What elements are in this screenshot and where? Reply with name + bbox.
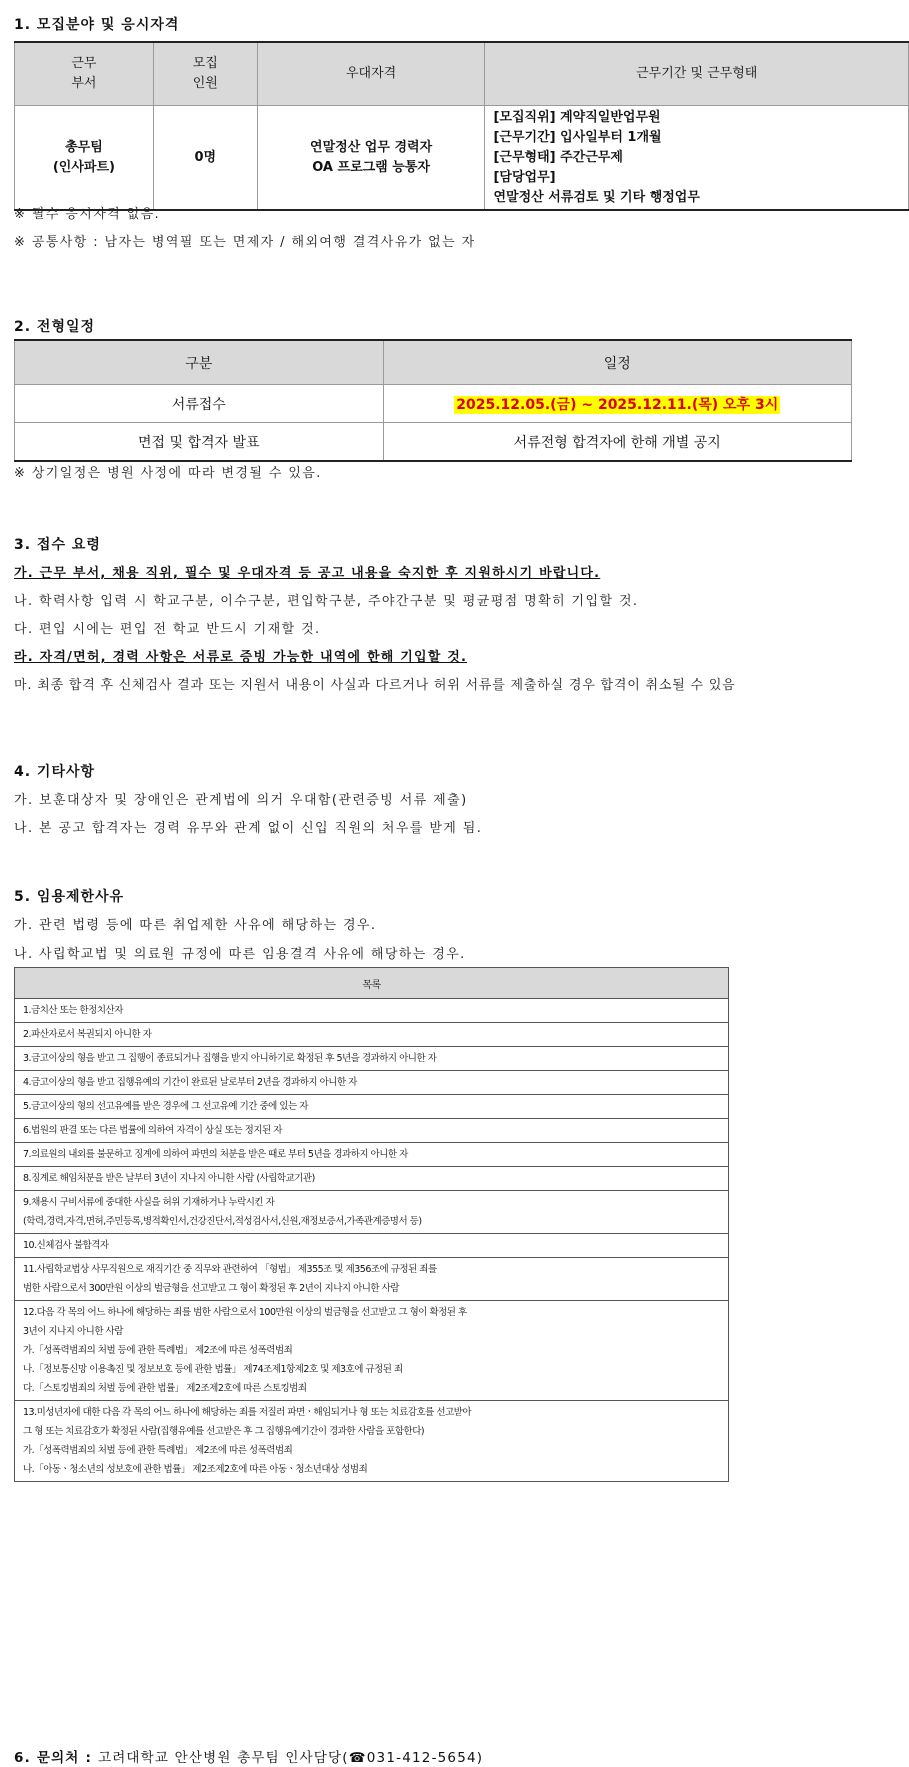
recruitment-table: [14, 41, 909, 211]
schedule-table: [14, 339, 852, 462]
cell-category: 서류접수: [15, 385, 384, 423]
note-no-requirement: ※ 필수 응시자격 없음.: [14, 207, 161, 222]
other-item: 가. 보훈대상자 및 장애인은 관계법에 의거 우대함(관련증빙 서류 제출): [14, 793, 468, 808]
cell-term: [모집직위] 계약직일반업무원 [근무기간] 입사일부터 1개월 [근무형태] 주간근무제 [담당업무] 연말정산 서류검토 및 기타 행정업무: [485, 106, 909, 211]
cell-preferred: 연말정산 업무 경력자 OA 프로그램 능통자: [257, 106, 485, 211]
cell-schedule: [383, 385, 852, 423]
application-item: 마. 최종 합격 후 신체검사 결과 또는 지원서 내용이 사실과 다르거나 허위 서류를 제출하실 경우 합격이 취소될 수 있음: [14, 678, 736, 693]
header-count: 모집 인원: [153, 42, 257, 106]
list-item: 7.의료원의 내외를 불문하고 징계에 의하여 파면의 처분을 받은 때로 부터 5년을 경과하지 아니한 자: [15, 1143, 729, 1167]
list-item: 12.다음 각 목의 어느 하나에 해당하는 죄를 범한 사람으로서 100만원 이상의 벌금형을 선고받고 그 형이 확정된 후 3년이 지나지 아니한 사람 가.「성폭력범죄의 처벌 등에 관한 특례법」 제2조에 따른 성폭력범죄 나.「정보통신망 이용촉진 및 정보보호 등에 관한 법률」 제74조제1항제2호 및 제3호에 규정된 죄 다.「스토킹범죄의 처벌 등에 관한 법률」 제2조제2호에 따른 스토킹범죄: [15, 1301, 729, 1401]
list-item: 2.파산자로서 복권되지 아니한 자: [15, 1023, 729, 1047]
list-item: 6.법원의 판결 또는 다른 법률에 의하여 자격이 상실 또는 정지된 자: [15, 1119, 729, 1143]
list-item: 13.미성년자에 대한 다음 각 목의 어느 하나에 해당하는 죄를 저질러 파면ㆍ해임되거나 형 또는 치료감호를 선고받아 그 형 또는 치료감호가 확정된 사람(집행유예를 선고받은 후 그 집행유예기간이 경과한 사람을 포함한다) 가.「성폭력범죄의 처벌 등에 관한 특례법」 제2조에 따른 성폭력범죄 나.「아동ㆍ청소년의 성보호에 관한 법률」 제2조제2호에 따른 아동ㆍ청소년대상 성범죄: [15, 1401, 729, 1482]
list-item: 4.금고이상의 형을 받고 집행유예의 기간이 완료된 날로부터 2년을 경과하지 아니한 자: [15, 1071, 729, 1095]
other-item: 나. 본 공고 합격자는 경력 유무와 관계 없이 신입 직원의 처우를 받게 됨.: [14, 821, 483, 836]
contact-line: 6. 문의처 : 고려대학교 안산병원 총무팀 인사담당(☎031-412-5654): [14, 1750, 484, 1766]
recruitment-table-header: [15, 42, 909, 106]
list-item: 10.신체검사 불합격자: [15, 1234, 729, 1258]
header-preferred: 우대자격: [257, 42, 485, 106]
header-dept: 근무 부서: [15, 42, 154, 106]
list-item: 5.금고이상의 형의 선고유예를 받은 경우에 그 선고유예 기간 중에 있는 자: [15, 1095, 729, 1119]
header-schedule: 일정: [383, 340, 852, 385]
section-3-title: 3. 접수 요령: [14, 537, 101, 553]
list-item: 1.금치산 또는 한정치산자: [15, 999, 729, 1023]
cell-count: 0명: [153, 106, 257, 211]
cell-schedule: 서류전형 합격자에 한해 개별 공지: [383, 423, 852, 462]
section-5-title: 5. 임용제한사유: [14, 889, 125, 905]
list-item: 11.사립학교법상 사무직원으로 재직기간 중 직무와 관련하여 「형법」 제355조 및 제356조에 규정된 죄를 범한 사람으로서 300만원 이상의 벌금형을 선고받고 그 형이 확정된 후 2년이 지나지 아니한 사람: [15, 1258, 729, 1301]
section-1-title: 1. 모집분야 및 응시자격: [14, 17, 180, 33]
section-2-title: 2. 전형일정: [14, 319, 96, 335]
cell-category: 면접 및 합격자 발표: [15, 423, 384, 462]
header-category: 구분: [15, 340, 384, 385]
restriction-item: 나. 사립학교법 및 의료원 규정에 따른 임용결격 사유에 해당하는 경우.: [14, 947, 466, 962]
list-item: 8.징계로 해임처분을 받은 날부터 3년이 지나지 아니한 사람 (사립학교기관): [15, 1167, 729, 1191]
application-item: 다. 편입 시에는 편입 전 학교 반드시 기재할 것.: [14, 622, 321, 637]
header-term: 근무기간 및 근무형태: [485, 42, 909, 106]
disqualification-list-table: [14, 967, 729, 1482]
table-row: [15, 423, 852, 462]
application-item: 라. 자격/면허, 경력 사항은 서류로 증빙 가능한 내역에 한해 기입할 것.: [14, 650, 468, 665]
list-header: 목록: [15, 968, 729, 999]
restriction-item: 가. 관련 법령 등에 따른 취업제한 사유에 해당하는 경우.: [14, 918, 377, 933]
list-item: 9.채용시 구비서류에 중대한 사실을 허위 기재하거나 누락시킨 자 (학력,경력,자격,면허,주민등록,병적확인서,건강진단서,적성검사서,신원,재정보증서,가족관계증명서 등): [15, 1191, 729, 1234]
schedule-table-header: [15, 340, 852, 385]
list-item: 3.금고이상의 형을 받고 그 집행이 종료되거나 집행을 받지 아니하기로 확정된 후 5년을 경과하지 아니한 자: [15, 1047, 729, 1071]
note-common: ※ 공통사항 : 남자는 병역필 또는 면제자 / 해외여행 결격사유가 없는 자: [14, 235, 476, 250]
application-item: 나. 학력사항 입력 시 학교구분, 이수구분, 편입학구분, 주야간구분 및 평균평점 명확히 기입할 것.: [14, 594, 639, 609]
application-item: 가. 근무 부서, 채용 직위, 필수 및 우대자격 등 공고 내용을 숙지한 후 지원하시기 바랍니다.: [14, 566, 601, 581]
cell-dept: 총무팀 (인사파트): [15, 106, 154, 211]
contact-info: 고려대학교 안산병원 총무팀 인사담당(☎031-412-5654): [97, 1750, 484, 1766]
schedule-highlight: 2025.12.05.(금) ~ 2025.12.11.(목) 오후 3시: [456, 396, 779, 413]
table-row: [15, 385, 852, 423]
section-4-title: 4. 기타사항: [14, 764, 96, 780]
note-schedule: ※ 상기일정은 병원 사정에 따라 변경될 수 있음.: [14, 466, 322, 481]
contact-label: 6. 문의처: [14, 1750, 80, 1766]
table-row: [15, 106, 909, 211]
